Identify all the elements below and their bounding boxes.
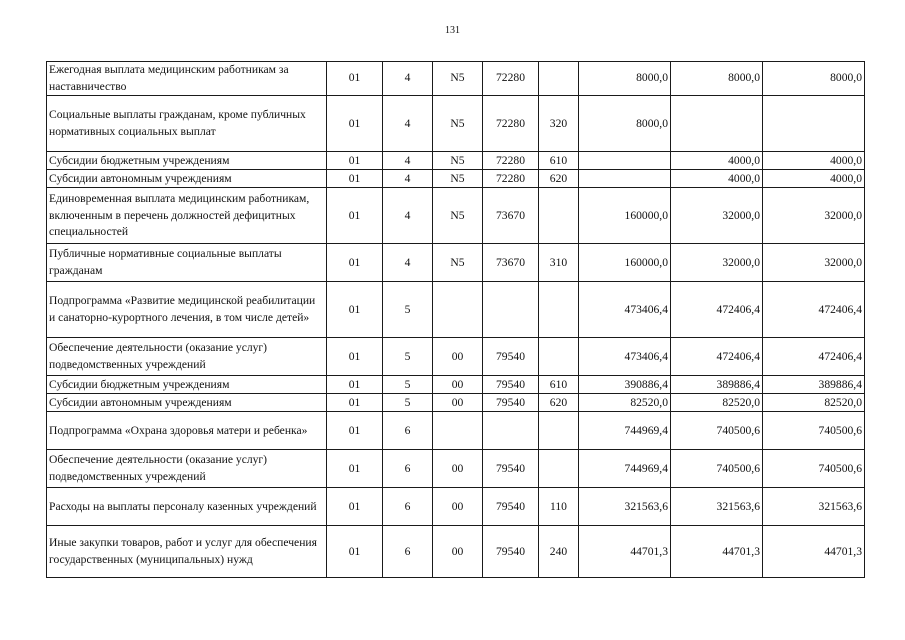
amount-year2-cell: 4000,0	[671, 170, 763, 188]
amount-year3-cell: 740500,6	[763, 412, 865, 450]
amount-year2-cell: 472406,4	[671, 282, 763, 338]
program-code-cell: 01	[327, 188, 383, 244]
program-code-cell: 01	[327, 394, 383, 412]
expense-type-cell: 320	[539, 96, 579, 152]
expense-type-cell: 240	[539, 526, 579, 578]
amount-year3-cell: 389886,4	[763, 376, 865, 394]
amount-year3-cell: 472406,4	[763, 338, 865, 376]
amount-year2-cell: 740500,6	[671, 412, 763, 450]
amount-year2-cell: 32000,0	[671, 188, 763, 244]
direction-code-cell: 79540	[483, 394, 539, 412]
activity-code-cell: N5	[433, 170, 483, 188]
subprogram-code-cell: 4	[383, 96, 433, 152]
amount-year3-cell: 82520,0	[763, 394, 865, 412]
amount-year2-cell: 321563,6	[671, 488, 763, 526]
expense-type-cell	[539, 188, 579, 244]
program-code-cell: 01	[327, 488, 383, 526]
table-row	[47, 62, 865, 96]
subprogram-code-cell: 4	[383, 62, 433, 96]
table-row	[47, 488, 865, 526]
amount-year2-cell: 740500,6	[671, 450, 763, 488]
amount-year3-cell: 321563,6	[763, 488, 865, 526]
direction-code-cell: 72280	[483, 96, 539, 152]
row-name-cell: Субсидии бюджетным учреждениям	[47, 152, 327, 170]
subprogram-code-cell: 5	[383, 338, 433, 376]
table-row	[47, 450, 865, 488]
expense-type-cell	[539, 412, 579, 450]
direction-code-cell: 72280	[483, 152, 539, 170]
direction-code-cell: 79540	[483, 450, 539, 488]
program-code-cell: 01	[327, 152, 383, 170]
amount-year1-cell: 160000,0	[579, 244, 671, 282]
row-name-cell: Единовременная выплата медицинским работникам, включенным в перечень должностей дефицитных специальностей	[47, 188, 327, 244]
activity-code-cell	[433, 412, 483, 450]
activity-code-cell: N5	[433, 188, 483, 244]
amount-year3-cell: 4000,0	[763, 170, 865, 188]
expense-type-cell: 110	[539, 488, 579, 526]
row-name-cell: Социальные выплаты гражданам, кроме публичных нормативных социальных выплат	[47, 96, 327, 152]
program-code-cell: 01	[327, 412, 383, 450]
subprogram-code-cell: 6	[383, 488, 433, 526]
amount-year2-cell: 8000,0	[671, 62, 763, 96]
activity-code-cell: N5	[433, 244, 483, 282]
row-name-cell: Субсидии автономным учреждениям	[47, 394, 327, 412]
table-row	[47, 96, 865, 152]
direction-code-cell: 72280	[483, 62, 539, 96]
amount-year1-cell	[579, 152, 671, 170]
direction-code-cell: 79540	[483, 376, 539, 394]
table-row	[47, 188, 865, 244]
amount-year2-cell: 472406,4	[671, 338, 763, 376]
row-name-cell: Подпрограмма «Развитие медицинской реабилитации и санаторно-курортного лечения, в том числе детей»	[47, 282, 327, 338]
expense-type-cell: 620	[539, 170, 579, 188]
amount-year2-cell: 82520,0	[671, 394, 763, 412]
amount-year3-cell: 32000,0	[763, 188, 865, 244]
amount-year3-cell: 4000,0	[763, 152, 865, 170]
subprogram-code-cell: 6	[383, 412, 433, 450]
budget-table	[46, 61, 865, 578]
activity-code-cell: N5	[433, 152, 483, 170]
activity-code-cell: N5	[433, 96, 483, 152]
program-code-cell: 01	[327, 376, 383, 394]
subprogram-code-cell: 6	[383, 526, 433, 578]
expense-type-cell	[539, 62, 579, 96]
amount-year1-cell: 744969,4	[579, 412, 671, 450]
table-row	[47, 376, 865, 394]
program-code-cell: 01	[327, 338, 383, 376]
amount-year1-cell: 321563,6	[579, 488, 671, 526]
expense-type-cell: 610	[539, 152, 579, 170]
activity-code-cell: 00	[433, 450, 483, 488]
amount-year2-cell: 44701,3	[671, 526, 763, 578]
amount-year2-cell: 389886,4	[671, 376, 763, 394]
expense-type-cell	[539, 450, 579, 488]
activity-code-cell: 00	[433, 376, 483, 394]
expense-type-cell	[539, 338, 579, 376]
amount-year1-cell: 473406,4	[579, 282, 671, 338]
activity-code-cell	[433, 282, 483, 338]
subprogram-code-cell: 4	[383, 170, 433, 188]
row-name-cell: Обеспечение деятельности (оказание услуг) подведомственных учреждений	[47, 450, 327, 488]
amount-year1-cell: 82520,0	[579, 394, 671, 412]
subprogram-code-cell: 5	[383, 282, 433, 338]
expense-type-cell: 310	[539, 244, 579, 282]
amount-year3-cell: 472406,4	[763, 282, 865, 338]
amount-year1-cell: 160000,0	[579, 188, 671, 244]
amount-year1-cell: 390886,4	[579, 376, 671, 394]
row-name-cell: Расходы на выплаты персоналу казенных учреждений	[47, 488, 327, 526]
activity-code-cell: 00	[433, 338, 483, 376]
row-name-cell: Подпрограмма «Охрана здоровья матери и ребенка»	[47, 412, 327, 450]
amount-year1-cell: 473406,4	[579, 338, 671, 376]
amount-year1-cell: 744969,4	[579, 450, 671, 488]
program-code-cell: 01	[327, 244, 383, 282]
table-row	[47, 244, 865, 282]
amount-year3-cell: 740500,6	[763, 450, 865, 488]
subprogram-code-cell: 4	[383, 188, 433, 244]
direction-code-cell: 79540	[483, 338, 539, 376]
direction-code-cell	[483, 412, 539, 450]
direction-code-cell: 79540	[483, 526, 539, 578]
row-name-cell: Обеспечение деятельности (оказание услуг) подведомственных учреждений	[47, 338, 327, 376]
direction-code-cell: 73670	[483, 188, 539, 244]
activity-code-cell: 00	[433, 526, 483, 578]
amount-year2-cell: 4000,0	[671, 152, 763, 170]
table-row	[47, 412, 865, 450]
expense-type-cell: 620	[539, 394, 579, 412]
direction-code-cell: 72280	[483, 170, 539, 188]
amount-year3-cell: 8000,0	[763, 62, 865, 96]
direction-code-cell: 73670	[483, 244, 539, 282]
table-row	[47, 170, 865, 188]
program-code-cell: 01	[327, 62, 383, 96]
direction-code-cell: 79540	[483, 488, 539, 526]
direction-code-cell	[483, 282, 539, 338]
table-row	[47, 338, 865, 376]
subprogram-code-cell: 4	[383, 152, 433, 170]
table-row	[47, 394, 865, 412]
amount-year3-cell: 32000,0	[763, 244, 865, 282]
amount-year2-cell: 32000,0	[671, 244, 763, 282]
amount-year1-cell: 44701,3	[579, 526, 671, 578]
subprogram-code-cell: 4	[383, 244, 433, 282]
activity-code-cell: N5	[433, 62, 483, 96]
subprogram-code-cell: 6	[383, 450, 433, 488]
subprogram-code-cell: 5	[383, 376, 433, 394]
row-name-cell: Ежегодная выплата медицинским работникам за наставничество	[47, 62, 327, 96]
page-number: 131	[445, 25, 460, 36]
row-name-cell: Иные закупки товаров, работ и услуг для обеспечения государственных (муниципальных) нужд	[47, 526, 327, 578]
activity-code-cell: 00	[433, 488, 483, 526]
row-name-cell: Субсидии бюджетным учреждениям	[47, 376, 327, 394]
amount-year2-cell	[671, 96, 763, 152]
expense-type-cell	[539, 282, 579, 338]
table-row	[47, 152, 865, 170]
program-code-cell: 01	[327, 450, 383, 488]
amount-year3-cell	[763, 96, 865, 152]
table-row	[47, 526, 865, 578]
program-code-cell: 01	[327, 170, 383, 188]
program-code-cell: 01	[327, 96, 383, 152]
row-name-cell: Субсидии автономным учреждениям	[47, 170, 327, 188]
row-name-cell: Публичные нормативные социальные выплаты гражданам	[47, 244, 327, 282]
table-row	[47, 282, 865, 338]
amount-year1-cell	[579, 170, 671, 188]
activity-code-cell: 00	[433, 394, 483, 412]
program-code-cell: 01	[327, 526, 383, 578]
program-code-cell: 01	[327, 282, 383, 338]
expense-type-cell: 610	[539, 376, 579, 394]
amount-year1-cell: 8000,0	[579, 62, 671, 96]
amount-year1-cell: 8000,0	[579, 96, 671, 152]
amount-year3-cell: 44701,3	[763, 526, 865, 578]
subprogram-code-cell: 5	[383, 394, 433, 412]
